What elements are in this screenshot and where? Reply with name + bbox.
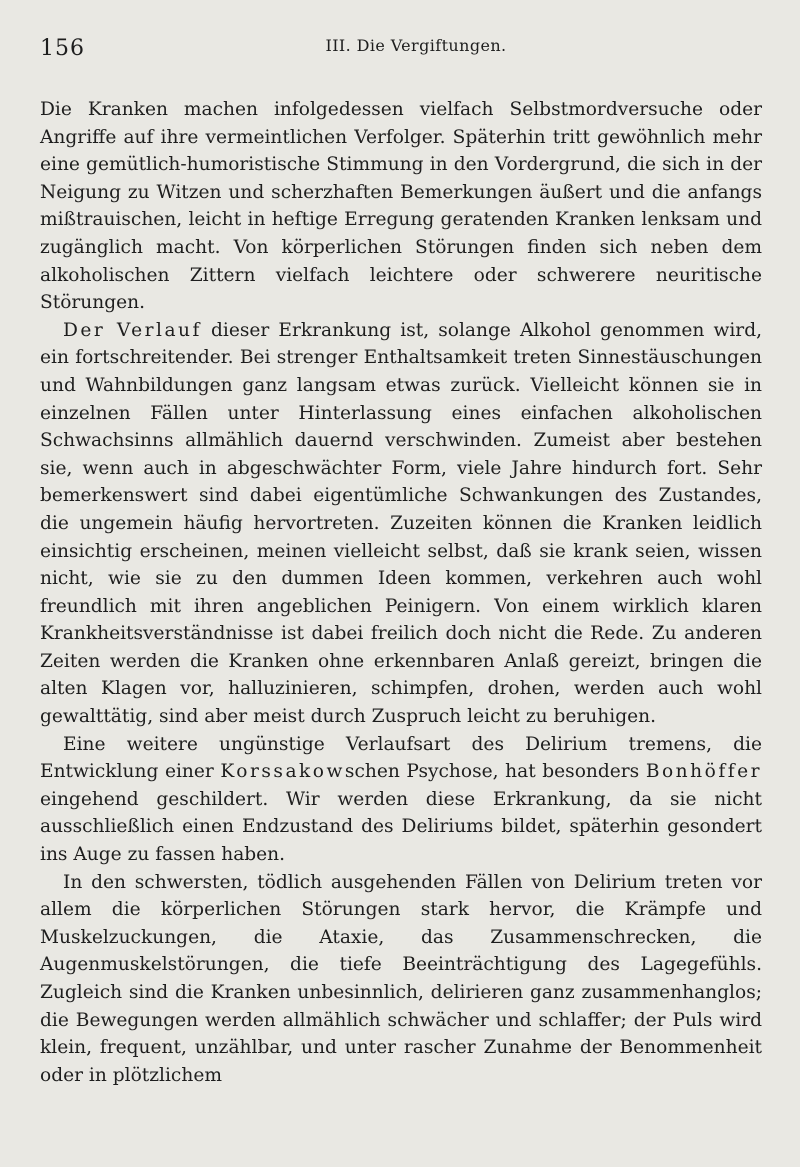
- paragraph-3: [40, 731, 762, 869]
- page-number: 156: [40, 36, 85, 61]
- paragraph-2-text: dieser Erkrankung ist, solange Alkohol genommen wird, ein fortschreitender. Bei strenger Enthaltsamkeit treten Sinnestäuschungen und Wahnbildungen ganz langsam etwas zurück. Vielleicht können sie in einzelnen Fällen unter Hinterlassung eines einfachen alkoholischen Schwachsinns allmählich dauernd verschwinden. Zumeist aber bestehen sie, wenn auch in abgeschwächter Form, viele Jahre hindurch fort. Sehr bemerkenswert sind dabei eigentümliche Schwankungen des Zustandes, die ungemein häufig hervortreten. Zuzeiten können die Kranken leidlich einsichtig erscheinen, meinen vielleicht selbst, daß sie krank seien, wissen nicht, wie sie zu den dummen Ideen kommen, verkehren auch wohl freundlich mit ihren angeblichen Peinigern. Von einem wirklich klaren Krankheitsverständnisse ist dabei freilich doch nicht die Rede. Zu anderen Zeiten werden die Kranken ohne erkennbaren Anlaß gereizt, bringen die alten Klagen vor, halluzinieren, schimpfen, drohen, werden auch wohl gewalttätig, sind aber meist durch Zuspruch leicht zu beruhigen.: [40, 319, 763, 728]
- paragraph-2: [40, 317, 762, 731]
- body-text: [40, 96, 762, 1089]
- running-head: III. Die Vergiftungen.: [325, 36, 507, 55]
- spaced-emphasis-verlauf: Der Verlauf: [63, 319, 202, 341]
- page-header: [40, 34, 768, 74]
- paragraph-3-text-end: eingehend geschildert. Wir werden diese Erkrankung, da sie nicht ausschließlich einen Endzustand des Deliriums bildet, späterhin gesondert ins Auge zu fassen haben.: [40, 788, 762, 866]
- spaced-name-korssakow: Korssakow: [220, 761, 345, 783]
- paragraph-4: In den schwersten, tödlich ausgehenden Fällen von Delirium treten vor allem die körperlichen Störungen stark hervor, die Krämpfe und Muskelzuckungen, die Ataxie, das Zusammenschrecken, die Augenmuskelstörungen, die tiefe Beeinträchtigung des Lagegefühls. Zugleich sind die Kranken unbesinnlich, delirieren ganz zusammenhanglos; die Bewegungen werden allmählich schwächer und schlaffer; der Puls wird klein, frequent, unzählbar, und unter rascher Zunahme der Benommenheit oder in plötzlichem: [40, 871, 762, 1086]
- paragraph-1: Die Kranken machen infolgedessen vielfach Selbstmordversuche oder Angriffe auf ihre vermeintlichen Verfolger. Späterhin tritt gewöhnlich mehr eine gemütlich-humoristische Stimmung in den Vordergrund, die sich in der Neigung zu Witzen und scherzhaften Bemerkungen äußert und die anfangs mißtrauischen, leicht in heftige Erregung geratenden Kranken lenksam und zugänglich macht. Von körperlichen Störungen finden sich neben dem alkoholischen Zittern vielfach leichtere oder schwerere neuritische Störungen.: [40, 99, 762, 314]
- paragraph-3-text-middle: schen Psychose, hat besonders: [344, 761, 646, 783]
- paragraph-3-text-start: Eine weitere ungünstige Verlaufsart des Delirium tremens, die Entwicklung einer: [40, 733, 762, 783]
- spaced-name-bonhoeffer: Bonhöffer: [645, 761, 762, 783]
